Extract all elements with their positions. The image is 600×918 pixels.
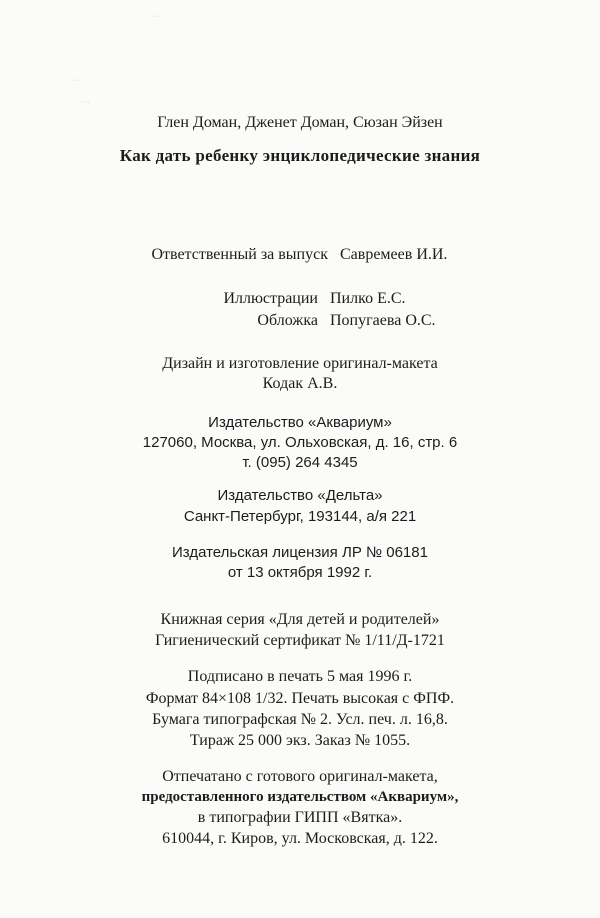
license-number: Издательская лицензия ЛР № 06181 [172, 544, 428, 561]
publisher1-address: 127060, Москва, ул. Ольховская, д. 16, стр. 6 [142, 434, 458, 451]
print-paper: Бумага типографская № 2. Усл. печ. л. 16,8. [152, 711, 448, 728]
cover-name: Попугаева О.С. [330, 312, 436, 329]
printer-line3: в типографии ГИПП «Вятка». [197, 809, 403, 826]
book-title: Как дать ребенку энциклопедические знания [119, 146, 481, 165]
printer-line1: Отпечатано с готового оригинал-макета, [162, 768, 438, 785]
editor-label: Ответственный за выпуск [151, 246, 328, 263]
publisher2-name: Издательство «Дельта» [217, 487, 383, 504]
design-name: Кодак А.В. [262, 375, 338, 392]
license-date: от 13 октября 1992 г. [227, 564, 373, 581]
editor-name: Савремеев И.И. [340, 246, 448, 263]
publisher2-address: Санкт-Петербург, 193144, а/я 221 [183, 508, 417, 525]
publisher1-name: Издательство «Аквариум» [208, 414, 392, 431]
certificate-line: Гигиенический сертификат № 1/11/Д-1721 [155, 632, 445, 649]
printer-line4: 610044, г. Киров, ул. Московская, д. 122. [162, 830, 438, 847]
cover-label: Обложка [257, 312, 318, 329]
print-run: Тираж 25 000 экз. Заказ № 1055. [189, 732, 411, 749]
series-line: Книжная серия «Для детей и родителей» [160, 611, 440, 628]
illustrations-name: Пилко Е.С. [330, 290, 406, 307]
show-through-text: ... [70, 70, 81, 85]
print-signed-date: Подписано в печать 5 мая 1996 г. [187, 668, 413, 685]
printer-line2: предоставленного издательством «Аквариум», [141, 789, 459, 805]
publisher1-phone: т. (095) 264 4345 [242, 454, 358, 471]
show-through-text: ... [80, 92, 91, 107]
design-label: Дизайн и изготовление оригинал-макета [162, 355, 438, 372]
illustrations-label: Иллюстрации [223, 290, 318, 307]
print-format: Формат 84×108 1/32. Печать высокая с ФПФ. [145, 690, 455, 707]
show-through-text: ... [150, 6, 161, 21]
authors: Глен Доман, Дженет Доман, Сюзан Эйзен [157, 114, 443, 131]
